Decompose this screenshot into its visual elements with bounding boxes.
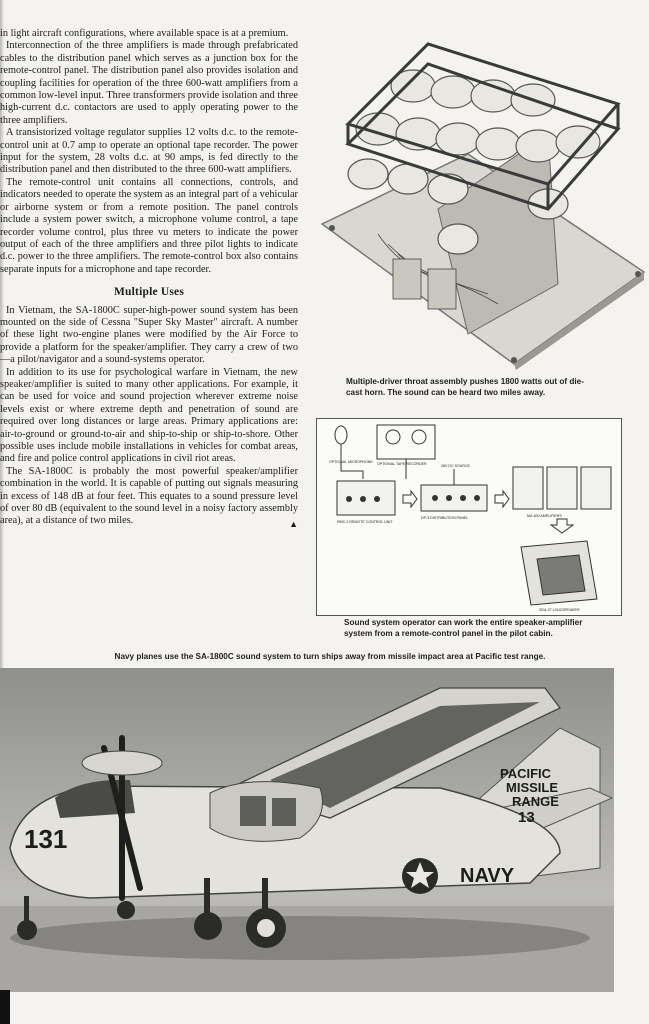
paragraph: The remote-control unit contains all connections, controls, and indicators needed to operate the system as an integral part of a vehicular or airborne system or from a remote position. The panel controls include a system power switch, a microphone volume control, a tape recorder volume control, plus three vu meters to indicate the power output of each of the three amplifiers and three pilot lights to indicate d.c. power to the three amplifiers. The remote-control box also contains separate inputs for a microphone and tape recorder. xyxy=(0,176,298,275)
diagram-label-remote-unit: RMC-2 REMOTE CONTROL UNIT xyxy=(337,520,393,524)
system-diagram-drawing xyxy=(317,419,621,615)
tail-marking-line1: PACIFIC xyxy=(500,766,552,781)
section-heading: Multiple Uses xyxy=(114,286,184,299)
tail-number: 13 xyxy=(518,809,535,826)
paragraph: A transistorized voltage regulator supplies 12 volts d.c. to the remote-control unit at 0.7 amp to operate an optional tape recorder. The power input for the system, 28 volts d.c. at 90 amps, is fed directly to the distribution panel and then distributed to the three 600-watt amplifiers. xyxy=(0,127,298,176)
throat-assembly-photo xyxy=(318,34,646,370)
paragraph: Interconnection of the three amplifiers is made through prefabricated cables to the distribution panel which serves as a junction box for the remote-control panel. The distribution panel also provides isolation and coupling facilities for operation of the three 600-watt amplifiers from a common low-level input. Three transformers provide isolation and three high-current d.c. contactors are used to apply operating power to the three amplifiers. xyxy=(0,40,298,126)
diagram-label-loudspeaker: SDA-27 LOUDSPEAKER xyxy=(539,608,580,612)
remote-control-unit-icon xyxy=(337,481,395,515)
tape-recorder-icon xyxy=(377,425,435,459)
diagram-label-distribution-panel: DP-3 DISTRIBUTION PANEL xyxy=(421,516,469,520)
paragraph: In Vietnam, the SA-1800C super-high-power sound system has been mounted on the side of Cessna "Super Sky Master" aircraft. A number of these light two-engine planes were modified by the Air Force to provide a platform for the speaker/amplifier. They carry a crew of two—a pilot/navigator and a sound-systems operator. xyxy=(0,304,298,366)
page-corner-shadow xyxy=(0,990,10,1024)
paragraph: in light aircraft configurations, where available space is at a premium. xyxy=(0,28,289,39)
fuselage-navy-marking: NAVY xyxy=(460,865,515,887)
diagram-label-source: 28V DC SOURCE xyxy=(441,464,470,468)
system-diagram xyxy=(316,418,622,616)
nose-number: 131 xyxy=(24,824,68,854)
paragraph: The SA-1800C is probably the most powerful speaker/amplifier combination in the world. It is capable of putting out signals measuring in excess of 148 dB at four feet. This equates to a sound pressure level of over 80 dB (equivalent to the sound level in a noisy factory assembly area), at a distance of two miles. xyxy=(0,465,298,527)
loudspeaker-icon xyxy=(521,541,597,605)
end-of-article-mark: ▲ xyxy=(289,518,298,529)
diagram-label-amplifiers: MA-600 AMPLIFIERS xyxy=(527,514,562,518)
photo-caption: Navy planes use the SA-1800C sound system to turn ships away from missile impact area at Pacific test range. xyxy=(114,652,546,661)
navy-plane-photo xyxy=(0,668,614,992)
distribution-panel-icon xyxy=(421,485,487,511)
paragraph: In addition to its use for psychological warfare in Vietnam, the new speaker/amplifier is suited to many other applications. For example, it can be used for voice and sound projection wherever extreme noise levels exist or where extreme depth and penetration of sound are required over long distances or large areas. Primary applications are: air-to-ground or ground-to-air and ship-to-ship or ship-to-shore. Other possible uses include mobile installations in vehicles for combat areas, and fire and police control applications in civil riot areas. xyxy=(0,366,298,465)
microphone-icon xyxy=(335,426,347,457)
article-text-column xyxy=(0,28,298,530)
figure-caption: Multiple-driver throat assembly pushes 1800 watts out of die-cast horn. The sound can be heard two miles away. xyxy=(346,377,584,397)
tail-marking-line3: RANGE xyxy=(512,794,559,809)
amplifiers-icon xyxy=(513,467,611,509)
figure-caption: Sound system operator can work the entire speaker-amplifier system from a remote-control panel in the pilot cabin. xyxy=(344,618,583,638)
diagram-label-tape-recorder: OPTIONAL TAPE RECORDER xyxy=(377,462,427,466)
tail-marking-line2: MISSILE xyxy=(506,780,559,795)
diagram-label-microphone: OPTIONAL MICROPHONE xyxy=(329,460,373,464)
